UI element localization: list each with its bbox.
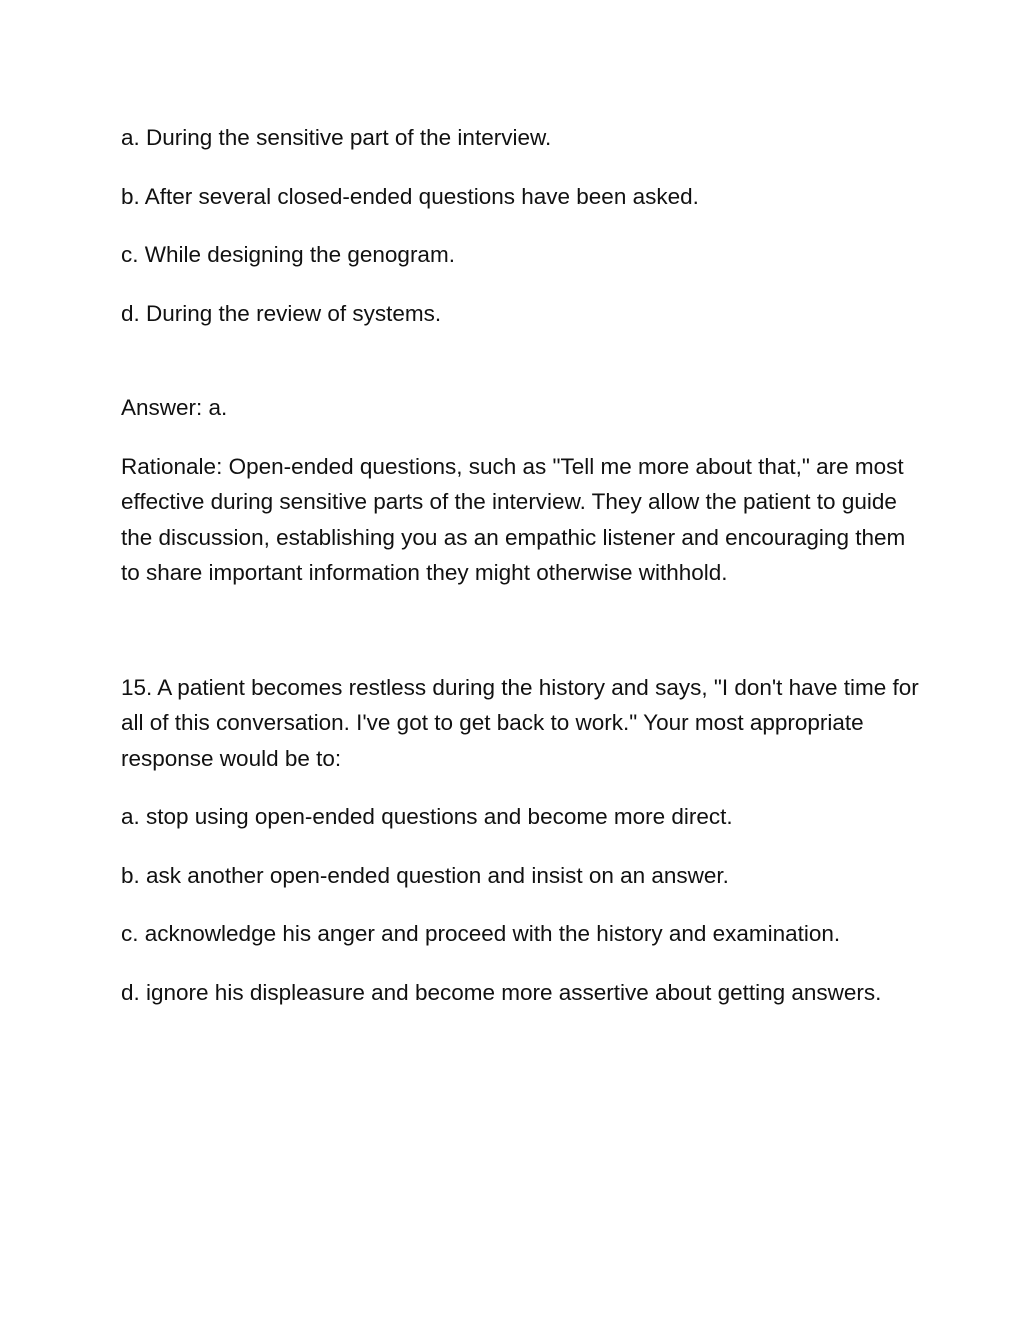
question-15-stem: 15. A patient becomes restless during the history and says, "I don't have time for all of this conversation. I've got to get back to work." Your most appropriate response would be to: xyxy=(121,674,919,771)
document-page xyxy=(121,120,921,1010)
q15-option-b: b. ask another open-ended question and insist on an answer. xyxy=(121,862,729,888)
prev-option-d: d. During the review of systems. xyxy=(121,300,442,326)
prev-option-b: b. After several closed-ended questions have been asked. xyxy=(121,183,699,209)
answer-line: Answer: a. xyxy=(121,395,228,420)
q15-option-a: a. stop using open-ended questions and become more direct. xyxy=(121,804,733,829)
rationale-paragraph: Rationale: Open-ended questions, such as "Tell me more about that," are most effective during sensitive parts of the interview. They allow the patient to guide the discussion, establishing you as an empathic listener and encouraging them to share important information they might otherwise withhold. xyxy=(121,453,906,585)
q15-option-c: c. acknowledge his anger and proceed with the history and examination. xyxy=(121,921,841,946)
prev-option-c: c. While designing the genogram. xyxy=(121,242,455,267)
q15-option-d: d. ignore his displeasure and become more assertive about getting answers. xyxy=(121,979,882,1005)
spacer xyxy=(121,331,921,390)
prev-option-a: a. During the sensitive part of the interview. xyxy=(121,125,552,150)
spacer xyxy=(121,591,921,670)
